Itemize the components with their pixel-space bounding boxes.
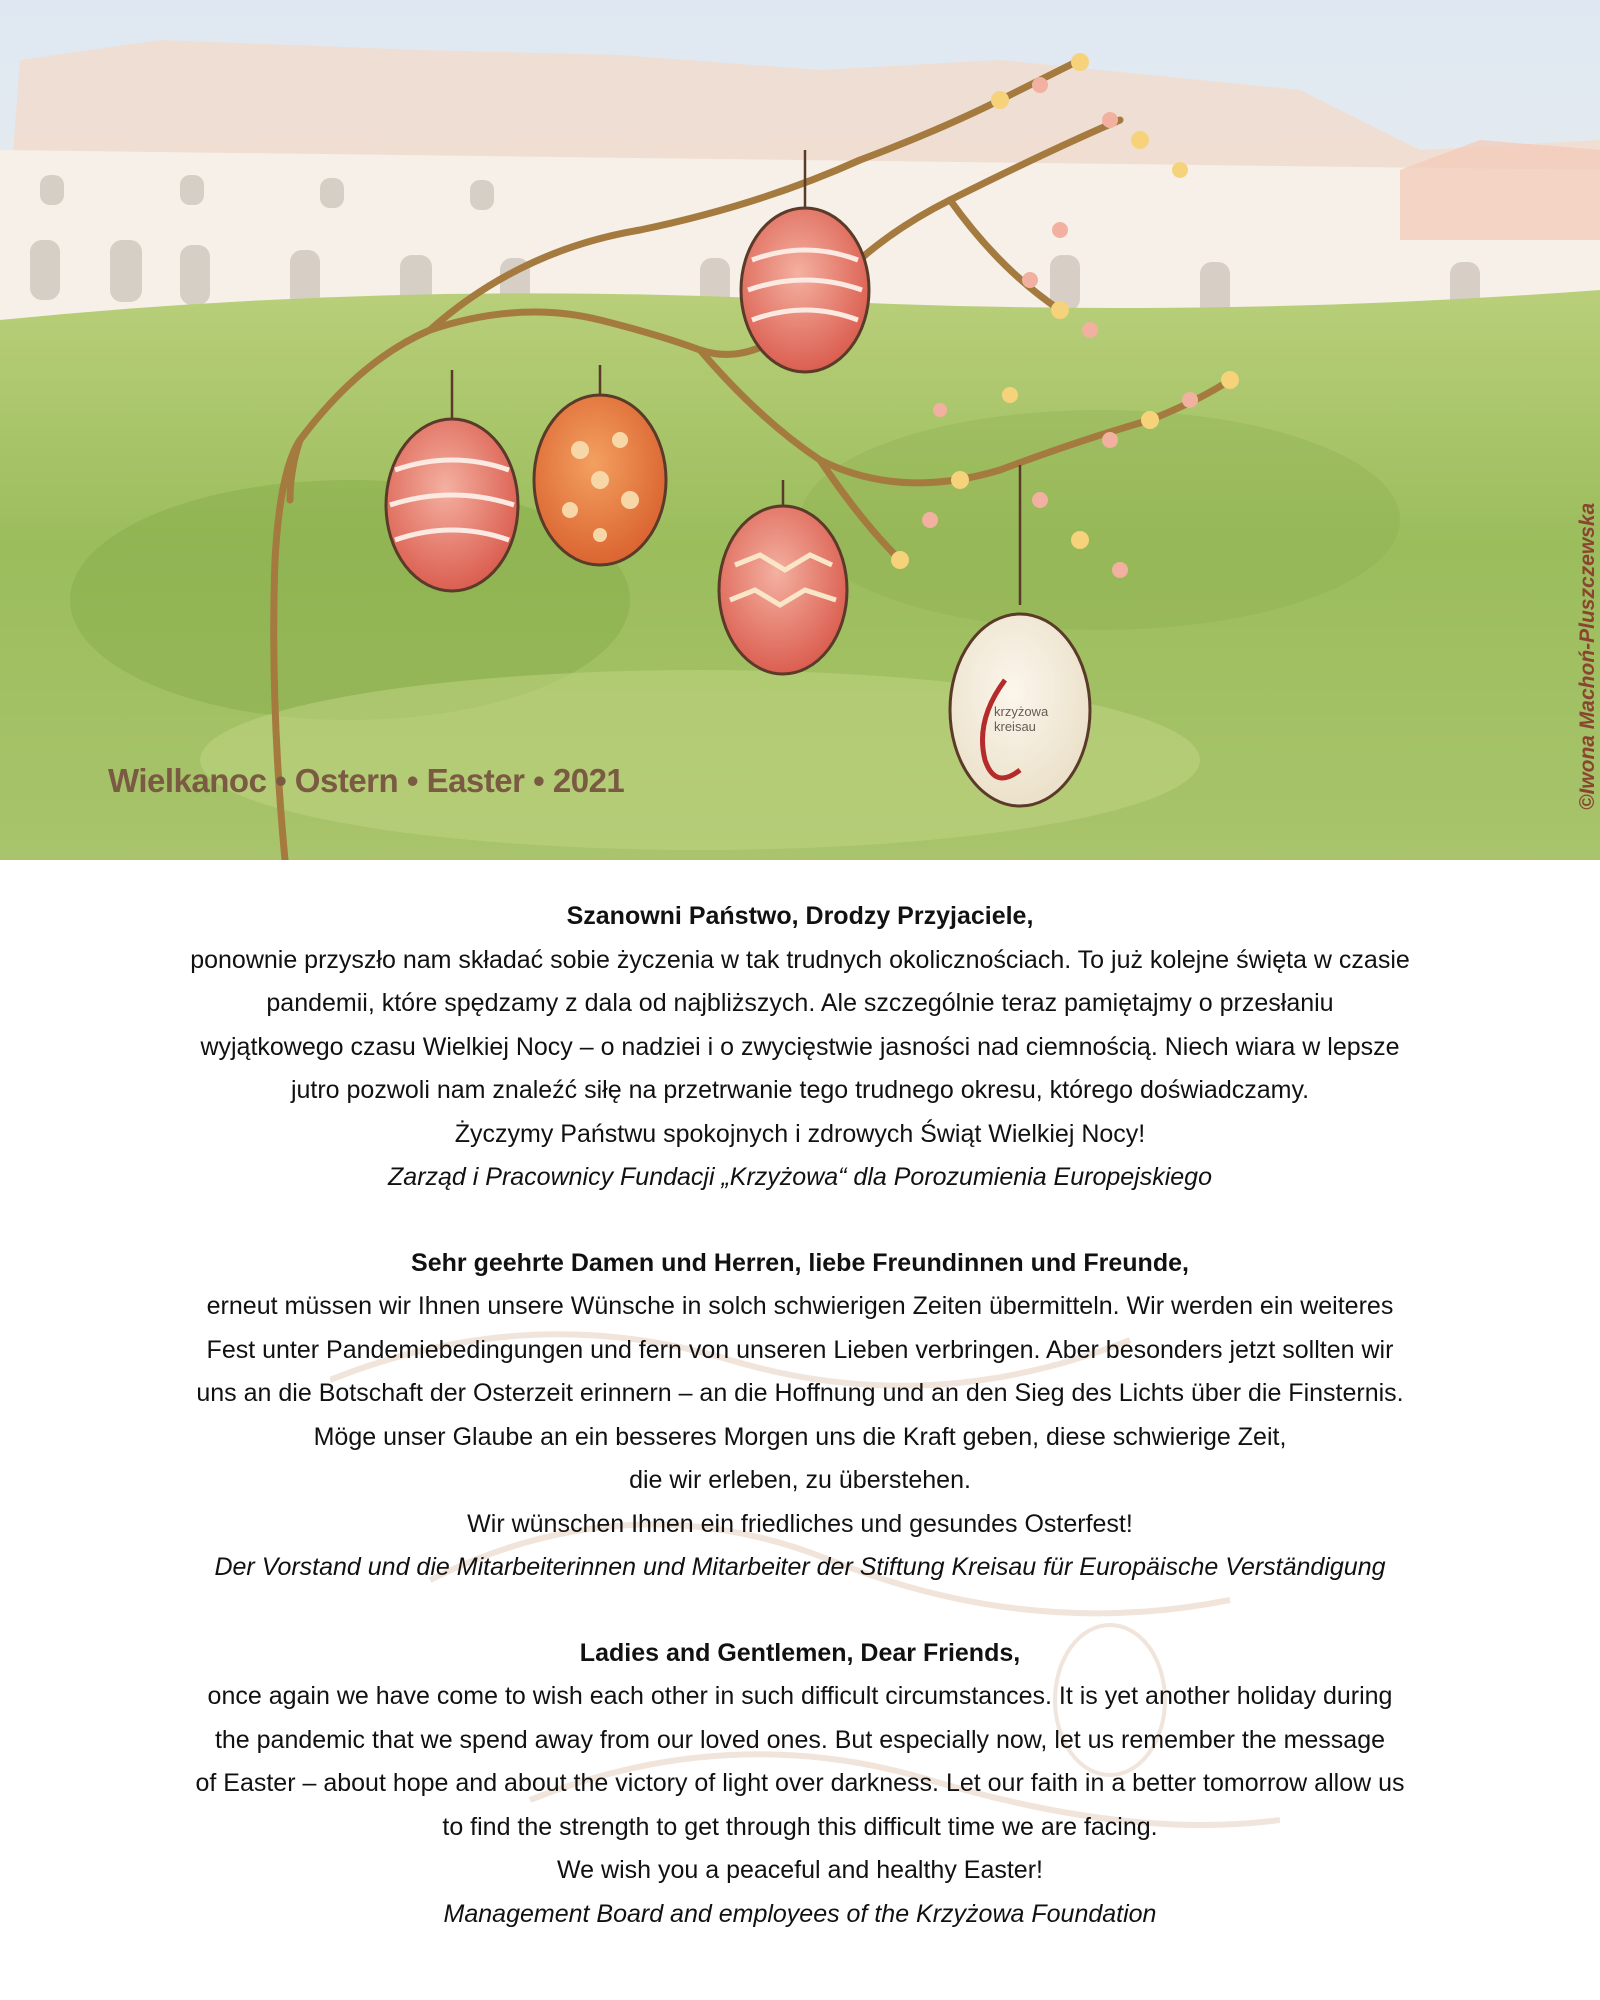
english-line: We wish you a peaceful and healthy Easter! [557,1856,1043,1884]
egg-left [386,419,518,591]
german-line: erneut müssen wir Ihnen unsere Wünsche in solch schwierigen Zeiten übermitteln. Wir werden ein weiteres [206,1292,1394,1320]
polish-line: jutro pozwoli nam znaleźć siłę na przetrwanie tego trudnego okresu, którego doświadczamy. [290,1076,1310,1104]
illustration-caption: Wielkanoc • Ostern • Easter • 2021 [108,762,625,799]
egg-logo-text [994,704,1048,734]
egg-logo-line: kreisau [994,719,1036,734]
letter-polish [0,895,1600,1200]
english-line: once again we have come to wish each other in such difficult circumstances. It is yet another holiday during [207,1682,1393,1710]
german-heading: Sehr geehrte Damen und Herren, liebe Freundinnen und Freunde, [411,1248,1189,1277]
german-line: Fest unter Pandemiebedingungen und fern von unseren Lieben verbringen. Aber besonders jetzt sollten wir [206,1335,1394,1364]
egg-top [741,208,869,372]
letter-german [0,1242,1600,1590]
letter-english [0,1632,1600,1937]
artist-credit: ©Iwona Machoń-Pluszczewska [1576,502,1599,810]
polish-line: ponownie przyszło nam składać sobie życzenia w tak trudnych okolicznościach. To już kolejne święta w czasie [190,945,1410,974]
greeting-letter [0,895,1600,1978]
polish-heading: Szanowni Państwo, Drodzy Przyjaciele, [566,902,1034,930]
german-line: uns an die Botschaft der Osterzeit erinnern – an die Hoffnung und an den Sieg des Lichts über die Finsternis. [196,1379,1404,1407]
german-line: Möge unser Glaube an ein besseres Morgen uns die Kraft geben, diese schwierige Zeit, [313,1422,1287,1451]
english-heading: Ladies and Gentlemen, Dear Friends, [579,1638,1021,1667]
english-line: the pandemic that we spend away from our loved ones. But especially now, let us remember the message [214,1725,1386,1754]
illustration-svg [0,0,1600,860]
egg-middle [719,506,847,674]
polish-line: pandemii, które spędzamy z dala od najbliższych. Ale szczególnie teraz pamiętajmy o przesłaniu [266,989,1334,1017]
german-line: Wir wünschen Ihnen ein friedliches und gesundes Osterfest! [467,1509,1133,1538]
easter-watercolor-illustration [0,0,1600,860]
polish-line: Życzymy Państwu spokojnych i zdrowych Świąt Wielkiej Nocy! [454,1119,1146,1148]
egg-logo-line: krzyżowa [994,704,1049,719]
polish-signature: Zarząd i Pracownicy Fundacji „Krzyżowa“ dla Porozumienia Europejskiego [388,1163,1212,1191]
german-signature: Der Vorstand und die Mitarbeiterinnen und Mitarbeiter der Stiftung Kreisau für Europäische Verständigung [214,1553,1386,1581]
german-line: die wir erleben, zu überstehen. [629,1466,971,1494]
polish-line: wyjątkowego czasu Wielkiej Nocy – o nadziei i o zwycięstwie jasności nad ciemnością. Niech wiara w lepsze [200,1032,1400,1061]
english-line: of Easter – about hope and about the victory of light over darkness. Let our faith in a better tomorrow allow us [195,1769,1405,1797]
english-signature: Management Board and employees of the Krzyżowa Foundation [443,1899,1157,1928]
english-line: to find the strength to get through this difficult time we are facing. [442,1812,1158,1841]
